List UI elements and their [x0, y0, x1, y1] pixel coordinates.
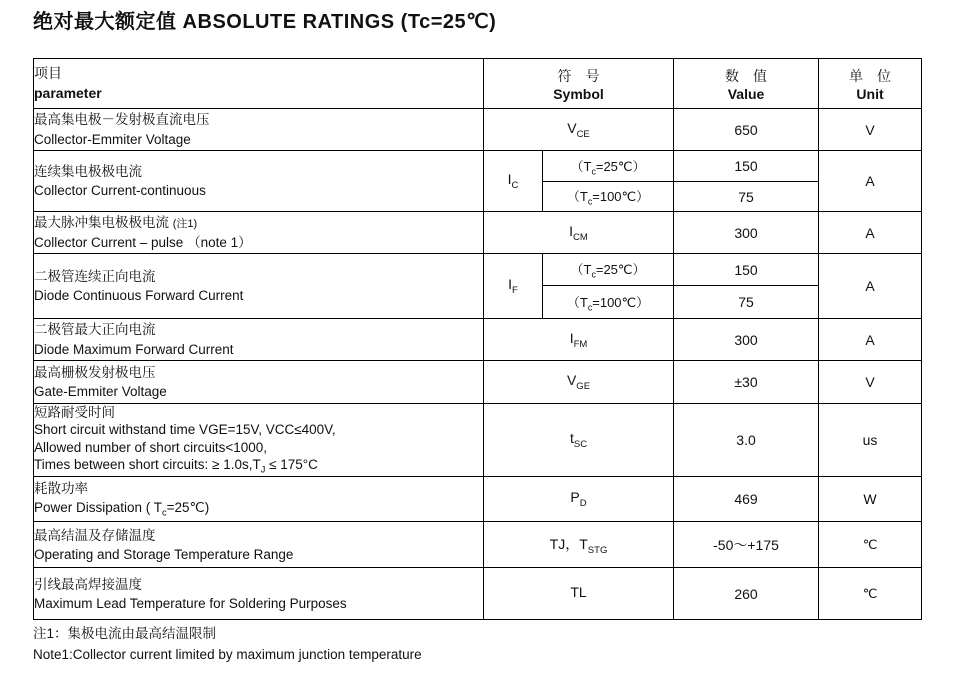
param-zh: 二极管连续正向电流: [34, 268, 156, 284]
param-en: Collector-Emmiter Voltage: [34, 131, 191, 147]
symbol-sub: C: [511, 179, 519, 191]
param-en: Diode Maximum Forward Current: [34, 341, 234, 357]
unit-cell: ℃: [819, 522, 922, 568]
col-header-unit-en: Unit: [856, 85, 884, 102]
param-en-sub: J: [260, 464, 266, 475]
symbol-cell: [484, 404, 674, 477]
param-en: Maximum Lead Temperature for Soldering Purposes: [34, 595, 347, 611]
param-zh: 引线最高焊接温度: [34, 576, 142, 592]
col-header-unit: [819, 59, 922, 109]
unit-cell: us: [819, 404, 922, 477]
param-zh: [34, 213, 483, 233]
value-cell: 75: [674, 182, 819, 212]
condition-text: =100℃）: [592, 294, 650, 310]
param-en: Collector Current-continuous: [34, 183, 206, 198]
param-cell: [34, 404, 484, 477]
row-if-sub1: [34, 254, 922, 286]
condition-cell: [543, 151, 674, 182]
symbol-main: I: [508, 276, 513, 293]
param-cell: [34, 522, 484, 568]
row-ic-sub1: [34, 151, 922, 182]
footnote-zh: 注1：集极电流由最高结温限制: [33, 626, 217, 641]
symbol-main: TL: [570, 583, 587, 600]
condition-text: =25℃）: [595, 262, 646, 278]
param-en-text: ≤ 175°C: [265, 456, 318, 472]
symbol-cell: [484, 254, 543, 319]
symbol-cell: [484, 319, 674, 361]
condition-text: （T: [570, 158, 592, 174]
condition-cell: [543, 286, 674, 319]
condition-sub: c: [591, 269, 596, 280]
param-zh: 连续集电极极电流: [34, 163, 142, 179]
col-header-symbol-en: Symbol: [553, 85, 604, 102]
param-cell: [34, 361, 484, 404]
unit-cell: V: [819, 109, 922, 151]
condition-cell: [543, 182, 674, 212]
condition-text: （T: [566, 294, 588, 310]
symbol-main: V: [566, 372, 577, 389]
unit-cell: A: [819, 319, 922, 361]
symbol-sub: GE: [576, 380, 591, 392]
value-cell: 3.0: [674, 404, 819, 477]
footnote-en: Note1:Collector current limited by maximum junction temperature: [33, 646, 422, 662]
symbol-sub: F: [512, 284, 518, 296]
param-zh: 最高结温及存储温度: [34, 527, 156, 543]
param-cell: [34, 151, 484, 212]
footnotes: [33, 624, 422, 666]
value-cell: 300: [674, 212, 819, 254]
row-icm: [34, 212, 922, 254]
condition-text: （T: [570, 262, 592, 278]
value-cell: 650: [674, 109, 819, 151]
param-cell: [34, 109, 484, 151]
absolute-ratings-table: [33, 58, 922, 620]
param-cell: [34, 212, 484, 254]
param-cell: [34, 254, 484, 319]
value-cell: 150: [674, 151, 819, 182]
condition-text: =25℃）: [595, 158, 646, 174]
param-cell: [34, 477, 484, 522]
symbol-sub: CM: [573, 231, 588, 243]
condition-text: （T: [566, 189, 588, 205]
symbol-cell: [484, 361, 674, 404]
col-header-value-en: Value: [727, 85, 765, 102]
col-header-value: [674, 59, 819, 109]
table-header-row: [34, 59, 922, 109]
param-zh: 二极管最大正向电流: [34, 322, 156, 338]
unit-cell: A: [819, 254, 922, 319]
param-en-text: =25℃): [166, 499, 210, 515]
value-cell: 260: [674, 568, 819, 620]
unit-cell: W: [819, 477, 922, 522]
param-zh: 最高栅极发射极电压: [34, 364, 156, 380]
symbol-main: I: [569, 329, 574, 346]
symbol-main: t: [569, 430, 574, 447]
param-en-sub: c: [162, 507, 167, 518]
condition-cell: [543, 254, 674, 286]
condition-sub: c: [587, 302, 593, 313]
symbol-sub: CE: [576, 128, 590, 140]
param-en-line3: [34, 456, 483, 476]
value-cell: ±30: [674, 361, 819, 404]
symbol-main: V: [567, 119, 577, 136]
col-header-unit-zh: 单 位: [849, 67, 892, 84]
symbol-cell: [484, 151, 543, 212]
unit-cell: A: [819, 151, 922, 212]
col-header-parameter-en: parameter: [34, 84, 102, 101]
param-en: Gate-Emmiter Voltage: [34, 384, 167, 399]
row-tsc: [34, 404, 922, 477]
param-en-text: Times between short circuits: ≥ 1.0s,T: [34, 456, 261, 472]
col-header-value-zh: 数 值: [725, 67, 768, 84]
param-en-line2: Allowed number of short circuits<1000,: [34, 439, 267, 455]
param-zh-note: (注1): [172, 218, 198, 231]
value-cell: 300: [674, 319, 819, 361]
row-ifm: [34, 319, 922, 361]
row-pd: [34, 477, 922, 522]
param-cell: [34, 319, 484, 361]
param-en-text: Power Dissipation ( T: [34, 499, 163, 515]
param-cell: [34, 568, 484, 620]
symbol-sub: D: [579, 498, 587, 510]
condition-sub: c: [587, 196, 593, 207]
param-zh: 最高集电极－发射极直流电压: [34, 112, 210, 128]
value-cell: 469: [674, 477, 819, 522]
value-cell: -50～+175: [674, 522, 819, 568]
param-zh: 短路耐受时间: [34, 405, 115, 420]
symbol-cell: [484, 522, 674, 568]
row-tj-tstg: [34, 522, 922, 568]
unit-cell: ℃: [819, 568, 922, 620]
symbol-main: P: [570, 489, 580, 506]
symbol-sub: STG: [587, 544, 608, 556]
symbol-main: I: [507, 171, 512, 188]
symbol-cell: [484, 568, 674, 620]
param-en: [34, 498, 483, 520]
col-header-parameter: [34, 59, 484, 109]
param-en: Operating and Storage Temperature Range: [34, 546, 294, 562]
page-title: 绝对最大额定值 ABSOLUTE RATINGS (Tc=25℃): [33, 11, 497, 33]
param-en: Diode Continuous Forward Current: [34, 288, 244, 303]
row-tl: [34, 568, 922, 620]
param-zh: 耗散功率: [34, 480, 88, 496]
symbol-cell: [484, 109, 674, 151]
row-vge: [34, 361, 922, 404]
col-header-parameter-zh: 项目: [34, 64, 62, 81]
symbol-cell: [484, 477, 674, 522]
param-en: Collector Current – pulse （note 1）: [34, 234, 252, 250]
symbol-sub: FM: [573, 338, 588, 350]
col-header-symbol-zh: 符 号: [557, 67, 600, 84]
unit-cell: V: [819, 361, 922, 404]
param-zh-text: 最大脉冲集电极极电流: [34, 215, 173, 231]
condition-sub: c: [591, 166, 596, 177]
row-vce: [34, 109, 922, 151]
symbol-sub: SC: [573, 439, 588, 451]
condition-text: =100℃）: [592, 189, 650, 205]
symbol-main: I: [569, 222, 574, 239]
value-cell: 150: [674, 254, 819, 286]
param-en-line1: Short circuit withstand time VGE=15V, VCC≤400V,: [34, 422, 336, 438]
unit-cell: A: [819, 212, 922, 254]
symbol-cell: [484, 212, 674, 254]
col-header-symbol: [484, 59, 674, 109]
symbol-main: TJ，T: [549, 535, 588, 552]
value-cell: 75: [674, 286, 819, 319]
